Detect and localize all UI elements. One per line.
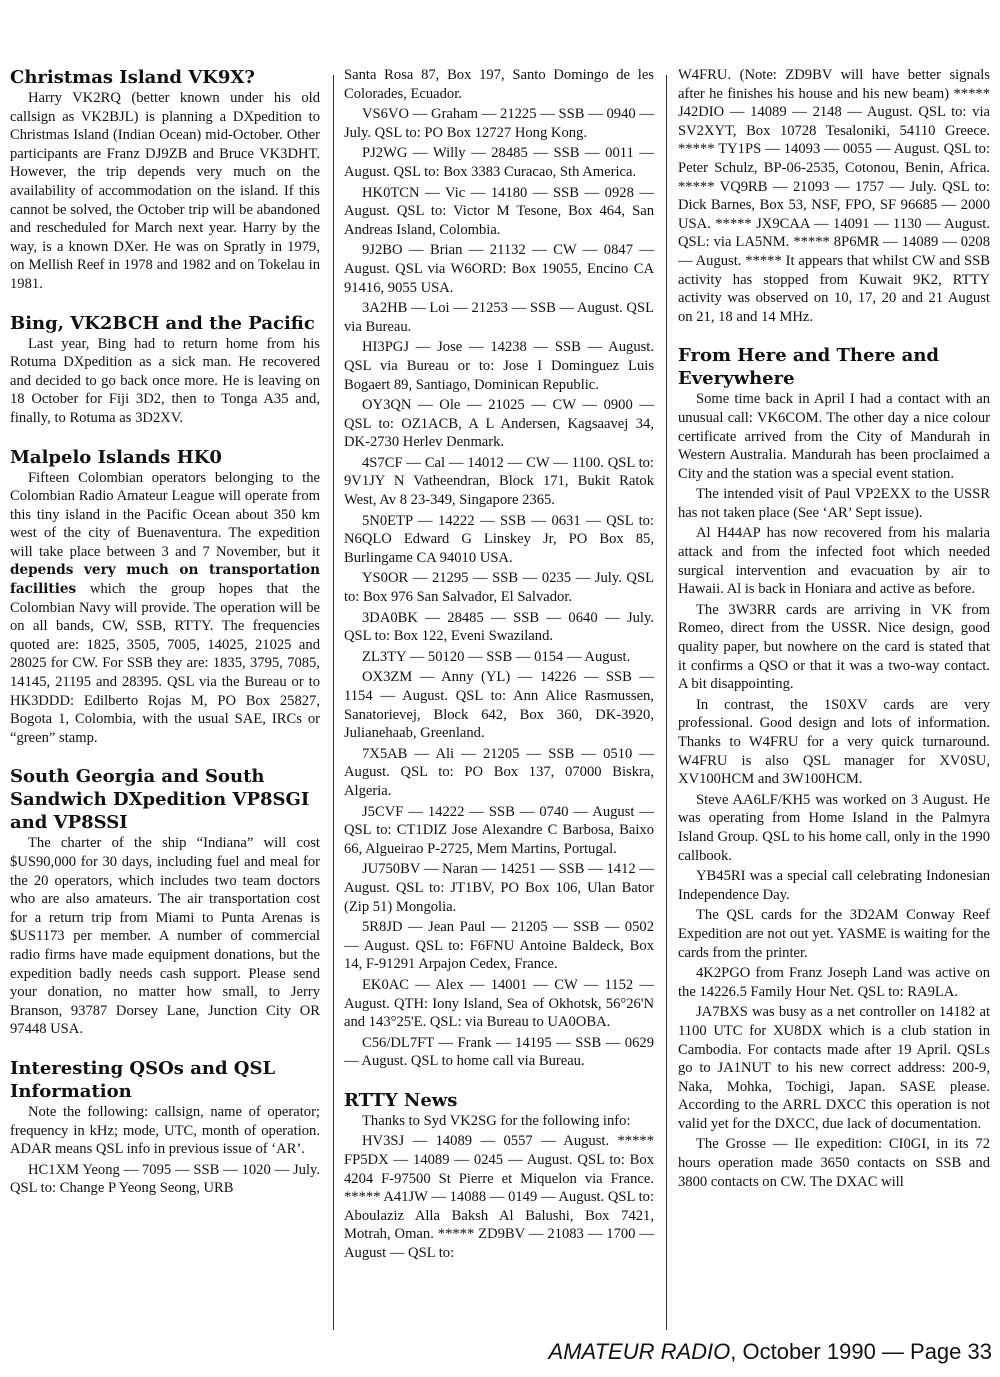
- heading-christmas-island: Christmas Island VK9X?: [10, 67, 255, 88]
- paragraph: Last year, Bing had to return home from his Rotuma DXpedition as a sick man. He recovered and decided to go back once more. He is leaving on 18 October for Fiji 3D2, then to Tonga A35 and, finally, to Rotuma as 3D2XV.: [10, 335, 320, 426]
- qsl-entry: HI3PGJ — Jose — 14238 — SSB — August. QSL via Bureau or to: Jose I Dominguez Luis Bogaert 89, Santiago, Dominican Republic.: [344, 339, 654, 393]
- paragraph: The QSL cards for the 3D2AM Conway Reef Expedition are not out yet. YASME is waiting for the cards from the printer.: [678, 907, 990, 961]
- qsl-entry: HK0TCN — Vic — 14180 — SSB — 0928 — August. QSL to: Victor M Tesone, Box 464, San Andreas Island, Colombia.: [344, 184, 654, 238]
- column-divider: [333, 75, 334, 1330]
- paragraph: The intended visit of Paul VP2EXX to the USSR has not taken place (See ‘AR’ Sept issue).: [678, 486, 990, 521]
- qsl-entry: 9J2BO — Brian — 21132 — CW — 0847 — August. QSL via W6ORD: Box 19055, Encino CA 91416, 9055 USA.: [344, 242, 654, 296]
- column-right: [678, 66, 990, 1193]
- qsl-entry: JU750BV — Naran — 14251 — SSB — 1412 — August. QSL to: JT1BV, PO Box 106, Ulan Bator (Zip 51) Mongolia.: [344, 861, 654, 915]
- qsl-entry: 5R8JD — Jean Paul — 21205 — SSB — 0502 — August. QSL to: F6FNU Antoine Baldeck, Box 14, F-91291 Arpajon Cedex, France.: [344, 919, 654, 973]
- issue-info: , October 1990 — Page 33: [730, 1339, 992, 1364]
- heading-rtty-news: RTTY News: [344, 1089, 458, 1111]
- heading-from-here-and-there: From Here and There and Everywhere: [678, 345, 939, 390]
- column-divider: [666, 75, 667, 1330]
- paragraph: Al H44AP has now recovered from his malaria attack and from the infected foot which needed surgical intervention and evacuation by air to Hawaii. Al is back in Honiara and active as before.: [678, 525, 990, 598]
- heading-interesting-qsos: Interesting QSOs and QSL Information: [10, 1057, 276, 1102]
- paragraph: Note the following: callsign, name of operator; frequency in kHz; mode, UTC, month of operation. ADAR means QSL info in previous issue of ‘AR’.: [10, 1103, 320, 1158]
- paragraph: Santa Rosa 87, Box 197, Santo Domingo de les Colorades, Ecuador.: [344, 67, 654, 102]
- qsl-entry: OY3QN — Ole — 21025 — CW — 0900 — QSL to: OZ1ACB, A L Andersen, Kagsaavej 34, DK-2730 Herlev Denmark.: [344, 397, 654, 451]
- qsl-entry: 3DA0BK — 28485 — SSB — 0640 — July. QSL to: Box 122, Eveni Swaziland.: [344, 609, 654, 645]
- bold-emphasis: depends very much on transportation facilities: [10, 562, 320, 598]
- paragraph: 4K2PGO from Franz Joseph Land was active on the 14226.5 Family Hour Net. QSL to: RA9LA.: [678, 965, 990, 1000]
- paragraph: The 3W3RR cards are arriving in VK from Romeo, direct from the USSR. Nice design, good quality paper, but nowhere on the card is stated that it confirms a QSO or that it was a two-way contact. A bit disappointing.: [678, 601, 990, 693]
- paragraph: Harry VK2RQ (better known under his old callsign as VK2BJL) is planning a DXpedition to Christmas Island (Indian Ocean) mid-October. Other participants are Franz DJ9ZB and Bruce VK3DHT. However, the trip depends very much on the availability of accommodation on the island. If this cannot be solved, the October trip will be abandoned and rescheduled for March next year. Harry by the way, is a known DXer. He was on Spratly in 1979, on Mellish Reef in 1978 and 1982 and on Tokelau in 1981.: [10, 90, 320, 292]
- paragraph-text: Fifteen Colombian operators belonging to the Colombian Radio Amateur League will operate from this tiny island in the Pacific Ocean about 350 km west of the city of Buenaventura. The expedition will take place between 3 and 7 November, but it: [10, 469, 320, 560]
- column-left: [10, 66, 320, 1200]
- paragraph: JA7BXS was busy as a net controller on 14182 at 1100 UTC for XU8DX which is a club station in Cambodia. For contacts made after 19 April. QSLs go to JA1NUT to his new correct address: 200-9, Naka, Mohka, Tochigi, Japan. SASE please. According to the ARRL DXCC this operation is not valid yet for the DXCC, due lack of documentation.: [678, 1004, 990, 1132]
- heading-south-georgia: South Georgia and South Sandwich DXpedition VP8SGI and VP8SSI: [10, 766, 310, 834]
- paragraph: HC1XM Yeong — 7095 — SSB — 1020 — July. QSL to: Change P Yeong Seong, URB: [10, 1161, 320, 1197]
- qsl-entry: C56/DL7FT — Frank — 14195 — SSB — 0629 — August. QSL to home call via Bureau.: [344, 1034, 654, 1070]
- paragraph: Thanks to Syd VK2SG for the following info:: [362, 1112, 631, 1129]
- qsl-entry: VS6VO — Graham — 21225 — SSB — 0940 — July. QSL to: PO Box 12727 Hong Kong.: [344, 106, 654, 141]
- heading-bing-vk2bch: Bing, VK2BCH and the Pacific: [10, 312, 315, 334]
- qsl-entry: YS0OR — 21295 — SSB — 0235 — July. QSL to: Box 976 San Salvador, El Salvador.: [344, 570, 654, 606]
- qsl-entry: 5N0ETP — 14222 — SSB — 0631 — QSL to: N6QLO Edward G Linskey Jr, PO Box 85, Burlingame CA 94010 USA.: [344, 512, 654, 566]
- paragraph-text: which the group hopes that the Colombian Navy will provide. The operation will be on all bands, CW, SSB, RTTY. The frequencies quoted are: 1825, 3505, 7005, 14025, 21025 and 28025 for CW. For SSB they are: 1835, 3795, 7085, 14145, 21195 and 28395. QSL via the Bureau or to HK3DDD: Edilberto Rojas M, PO Box 25827, Bogota 1, Colombia, with the usual SAE, IRCs or “green” stamp.: [10, 581, 321, 746]
- qsl-entry: EK0AC — Alex — 14001 — CW — 1152 — August. QTH: Iony Island, Sea of Okhotsk, 56°26'N and 143°25'E. QSL: via Bureau to UA0OBA.: [344, 976, 654, 1031]
- heading-malpelo-islands: Malpelo Islands HK0: [10, 446, 222, 468]
- qsl-entry: PJ2WG — Willy — 28485 — SSB — 0011 — August. QSL to: Box 3383 Curacao, Sth America.: [344, 145, 654, 180]
- paragraph: The Grosse — Ile expedition: CI0GI, in its 72 hours operation made 3650 contacts on SSB and 3800 contacts on CW. The DXAC will: [678, 1136, 990, 1190]
- paragraph: HV3SJ — 14089 — 0557 — August. ***** FP5DX — 14089 — 0245 — August. QSL to: Box 4204 F-97500 St Pierre et Miquelon via France. ***** A41JW — 14088 — 0149 — August. QSL to: Aboulaziz Alla Baksh Al Balushi, Box 7421, Motrah, Oman. ***** ZD9BV — 21083 — 1700 — August — QSL to:: [344, 1133, 654, 1262]
- paragraph: [10, 469, 320, 748]
- paragraph: Steve AA6LF/KH5 was worked on 3 August. He was operating from Home Island in the Palmyra Island Group. QSL to his home call, only in the 1990 callbook.: [678, 791, 990, 864]
- qsl-entry: 3A2HB — Loi — 21253 — SSB — August. QSL via Bureau.: [344, 300, 654, 335]
- column-middle: [344, 66, 654, 1265]
- qsl-entry: OX3ZM — Anny (YL) — 14226 — SSB — 1154 — August. QSL to: Ann Alice Rasmussen, Sanatorievej, Block 642, Box 360, DK-3920, Julianehaab, Greenland.: [344, 669, 654, 742]
- paragraph: The charter of the ship “Indiana” will cost $US90,000 for 30 days, including fuel and meal for the 20 operators, which includes two team doctors who are also amateurs. The air transportation cost for a return trip from Miami to Punta Arenas is $US1173 per member. A number of commercial radio firms have made equipment donations, but the expedition badly needs cash support. Please send your donation, no matter how small, to Jerry Branson, 93787 Dorsey Lane, Junction City OR 97448 USA.: [10, 835, 320, 1038]
- qsl-entry: 7X5AB — Ali — 21205 — SSB — 0510 — August. QSL to: PO Box 137, 07000 Biskra, Algeria.: [344, 745, 654, 799]
- paragraph: In contrast, the 1S0XV cards are very professional. Good design and lots of information. Thanks to W4FRU for a very quick turnaround. W4FRU is also QSL manager for XV0SU, XV100HCM and 3W100HCM.: [678, 696, 990, 788]
- paragraph: W4FRU. (Note: ZD9BV will have better signals after he finishes his house and his new beam) ***** J42DIO — 14089 — 2148 — August. QSL to: via SV2XYT, Box 10728 Tesaloniki, 54110 Greece. ***** TY1PS — 14093 — 0055 — August. QSL to: Peter Schulz, BP-06-2535, Cotonou, Benin, Africa. ***** VQ9RB — 21093 — 1757 — July. QSL to: Dick Barnes, Box 53, NSF, FPO, SF 96685 — 2000 USA. ***** JX9CAA — 14091 — 1130 — August. QSL: via LA5NM. ***** 8P6MR — 14089 — 0208 — August. ***** It appears that whilst CW and SSB activity has stopped from Kuwait 9K2, RTTY activity was observed on 10, 17, 20 and 21 August on 21, 18 and 14 MHz.: [678, 67, 990, 325]
- publication-name: AMATEUR RADIO: [548, 1339, 731, 1364]
- qsl-entry: J5CVF — 14222 — SSB — 0740 — August — QSL to: CT1DIZ Jose Alexandre C Barbosa, Baixo 66, Algueirao P-2725, Mem Martins, Portugal.: [344, 803, 654, 857]
- paragraph: YB45RI was a special call celebrating Indonesian Independence Day.: [678, 868, 990, 903]
- qsl-entry: ZL3TY — 50120 — SSB — 0154 — August.: [362, 648, 631, 665]
- page-footer: [530, 1338, 992, 1366]
- qsl-entry: 4S7CF — Cal — 14012 — CW — 1100. QSL to: 9V1JY N Vatheendran, Block 171, Bukit Ratok West, Av 8 23-349, Singapore 2365.: [344, 454, 654, 509]
- paragraph: Some time back in April I had a contact with an unusual call: VK6COM. The other day a nice colour certificate arrived from the City of Mandurah in Western Australia. Mandurah has been proclaimed a City and the station was a special event station.: [678, 391, 990, 482]
